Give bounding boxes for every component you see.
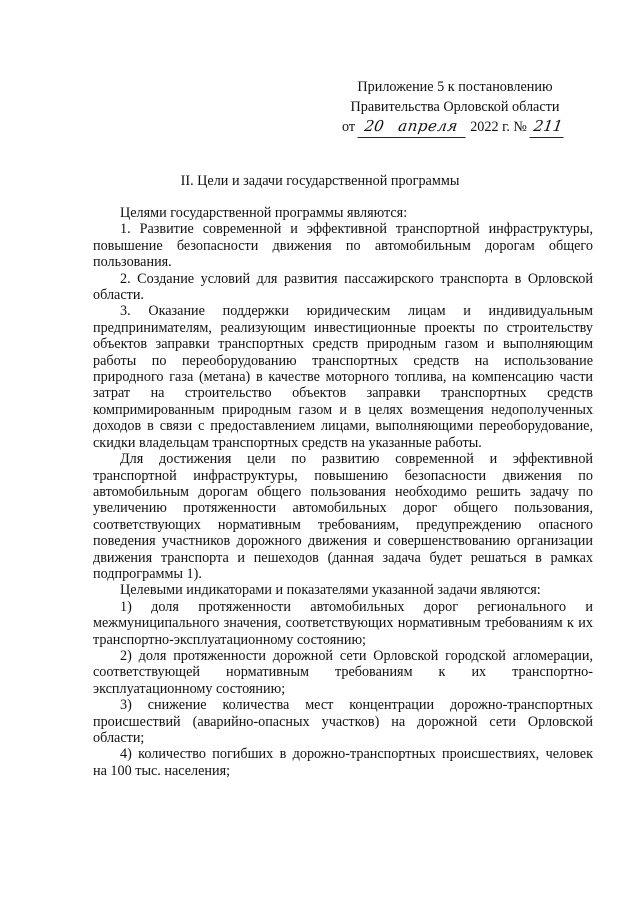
paragraph-indicator-1: 1) доля протяженности автомобильных дорог регионального и межмуниципального значения, соответствующих нормативным требованиям к их транспортно-эксплуатационному состоянию; bbox=[93, 598, 593, 648]
appendix-line-2: Правительства Орловской области bbox=[350, 98, 560, 115]
paragraph-indicator-4: 4) количество погибших в дорожно-транспортных происшествиях, человек на 100 тыс. населения; bbox=[93, 746, 593, 779]
paragraph-indicators-intro: Целевыми индикаторами и показателями указанной задачи являются: bbox=[120, 582, 541, 599]
handwritten-month: апреля bbox=[387, 117, 468, 138]
date-year: 2022 г. № bbox=[470, 119, 527, 135]
handwritten-day: 20 bbox=[357, 117, 390, 138]
paragraph-goals-intro: Целями государственной программы являются: bbox=[120, 205, 408, 221]
paragraph-task: Для достижения цели по развитию современной и эффективной транспортной инфраструктуры, повышению безопасности движения по автомобильным дорогам общего пользования необходимо решить задачу по увеличению протяженности автомобильных дорог общего пользования, соответствующих нормативным требованиям, предупреждению опасного поведения участников дорожного движения и совершенствованию организации движения транспорта и пешеходов (данная задача будет решаться в рамках подпрограммы 1). bbox=[93, 451, 593, 582]
section-title: II. Цели и задачи государственной программы bbox=[180, 173, 460, 189]
paragraph-indicator-3: 3) снижение количества мест концентрации дорожно-транспортных происшествий (аварийно-опасных участков) на дорожной сети Орловской области; bbox=[93, 697, 593, 746]
appendix-line-1: Приложение 5 к постановлению bbox=[357, 79, 553, 95]
appendix-header bbox=[330, 78, 580, 138]
document-body bbox=[93, 205, 593, 779]
paragraph-goal-3: 3. Оказание поддержки юридическим лицам и индивидуальным предпринимателям, реализующим инвестиционные проекты по строительству объектов заправки транспортных средств природным газом и выполняющим работы по переоборудованию транспортных средств на использование природного газа (метана) в качестве моторного топлива, на компенсацию части затрат на строительство объектов заправки транспортных средств компримированным природным газом и в целях возмещения недополученных доходов в связи с предоставлением лицами, выполняющими переоборудование, скидки владельцам транспортных средств на указанные работы. bbox=[93, 303, 593, 451]
paragraph-goal-2: 2. Создание условий для развития пассажирского транспорта в Орловской области. bbox=[93, 270, 593, 304]
date-prefix: от bbox=[342, 119, 356, 135]
resolution-date-line bbox=[330, 117, 580, 138]
paragraph-goal-1: 1. Развитие современной и эффективной транспортной инфраструктуры, повышение безопасности движения по автомобильным дорогам общего пользования. bbox=[93, 221, 593, 271]
paragraph-indicator-2: 2) доля протяженности дорожной сети Орловской городской агломерации, соответствующей нормативным требованиям к их транспортно-эксплуатационному состоянию; bbox=[93, 647, 593, 697]
handwritten-doc-number: 211 bbox=[529, 117, 566, 138]
